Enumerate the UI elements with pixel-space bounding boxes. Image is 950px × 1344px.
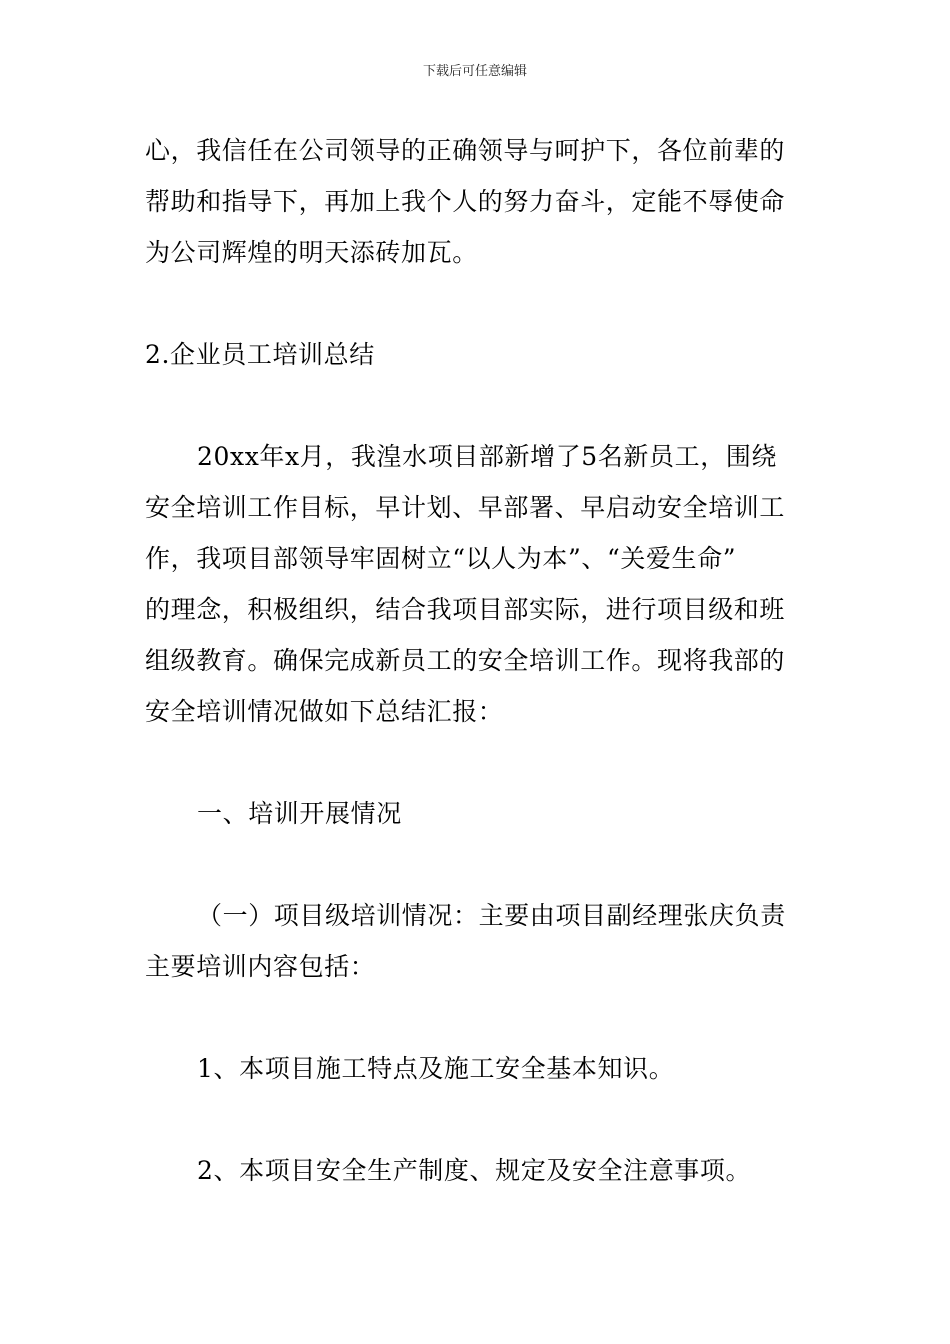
subsection-line: 主要培训内容包括：: [145, 952, 376, 981]
paragraph-line: 安全培训情况做如下总结汇报：: [145, 697, 504, 726]
paragraph-line: 的理念，积极组织，结合我项目部实际，进行项目级和班: [145, 595, 786, 624]
subsection-line: （一）项目级培训情况：主要由项目副经理张庆负责: [197, 901, 786, 930]
section-heading-2: 2.企业员工培训总结: [145, 340, 375, 369]
document-body: [145, 125, 810, 1196]
paragraph-line: 心，我信任在公司领导的正确领导与呵护下，各位前辈的: [145, 136, 786, 165]
paragraph-line: 为公司辉煌的明天添砖加瓦。: [145, 238, 478, 267]
paragraph-line: 帮助和指导下，再加上我个人的努力奋斗，定能不辱使命: [145, 187, 786, 216]
paragraph-line: 安全培训工作目标，早计划、早部署、早启动安全培训工: [145, 493, 786, 522]
page-header-note: 下载后可任意编辑: [422, 64, 527, 79]
list-item: 1、本项目施工特点及施工安全基本知识。: [197, 1054, 675, 1083]
paragraph-line: 组级教育。确保完成新员工的安全培训工作。现将我部的: [145, 646, 786, 675]
section-heading-1: 一、培训开展情况: [197, 799, 402, 828]
paragraph-line: 20xx年x月，我湟水项目部新增了5名新员工，围绕: [197, 442, 778, 471]
paragraph-line: 作，我项目部领导牢固树立“以人为本”、“关爱生命”: [145, 544, 737, 573]
list-item: 2、本项目安全生产制度、规定及安全注意事项。: [197, 1156, 752, 1185]
